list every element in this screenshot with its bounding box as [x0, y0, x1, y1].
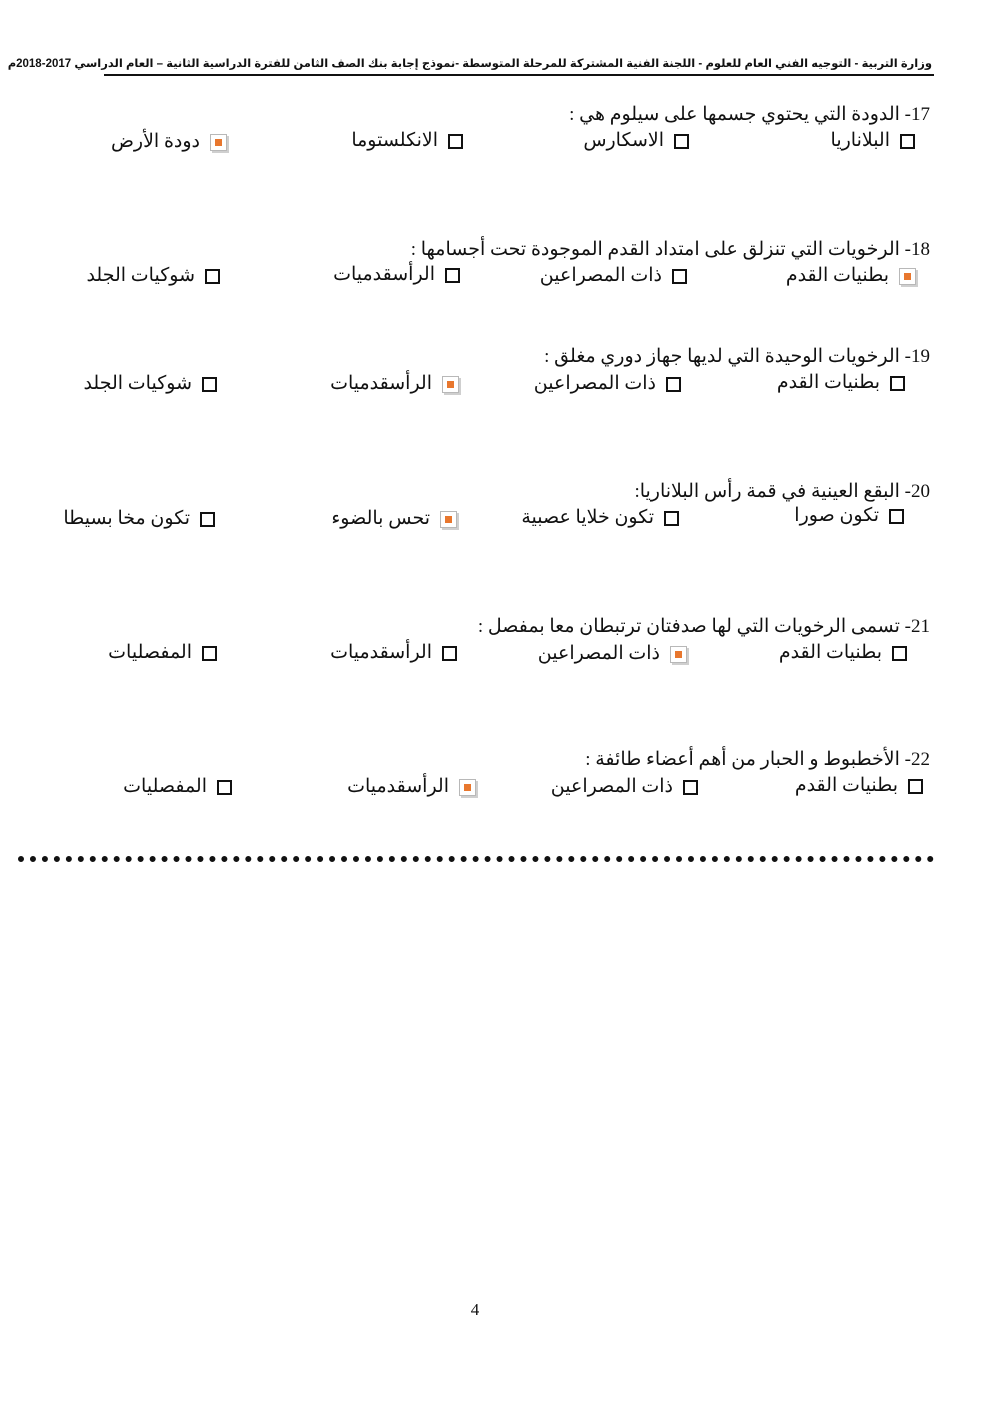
- q17-option-3[interactable]: [351, 130, 463, 152]
- checkbox-icon[interactable]: [889, 509, 904, 524]
- option-label: شوكيات الجلد: [83, 373, 192, 394]
- checked-checkbox-icon[interactable]: [670, 646, 687, 663]
- q20-option-4[interactable]: [63, 508, 215, 530]
- option-label: الرأسقدميات: [347, 776, 449, 797]
- q18-option-2[interactable]: [540, 265, 687, 287]
- page-number: 4: [470, 1300, 480, 1319]
- checkbox-icon[interactable]: [890, 376, 905, 391]
- option-label: تكون صورا: [794, 505, 879, 526]
- question-17: 17- الدودة التي يحتوي جسمها على سيلوم هي :: [569, 104, 930, 125]
- q20-option-1[interactable]: [794, 505, 904, 527]
- q19-option-3[interactable]: [330, 373, 459, 395]
- q17-option-2[interactable]: [583, 130, 689, 152]
- option-label: ذات المصراعين: [550, 776, 673, 797]
- q21-option-4[interactable]: [108, 642, 217, 664]
- checkbox-icon[interactable]: [672, 269, 687, 284]
- q18-option-4[interactable]: [86, 265, 220, 287]
- q19-option-1[interactable]: [777, 372, 905, 394]
- checked-checkbox-icon[interactable]: [210, 134, 227, 151]
- option-label: ذات المصراعين: [539, 265, 662, 286]
- q17-option-1[interactable]: [831, 130, 915, 152]
- checkbox-icon[interactable]: [666, 377, 681, 392]
- checkbox-icon[interactable]: [892, 646, 907, 661]
- q19-option-2[interactable]: [534, 373, 681, 395]
- q22-option-4[interactable]: [123, 776, 232, 798]
- option-label: ذات المصراعين: [537, 643, 660, 664]
- q20-option-2[interactable]: [521, 507, 679, 529]
- page-header: وزارة التربية - التوجيه الفني العام للعلوم - اللجنة الفنية المشتركة للمرحلة المتوسطة -نموذج إجابة بنك الصف الثامن للفترة الدراسية الثانية – العام الدراسي 2017-2018م: [7, 58, 932, 70]
- question-19: 19- الرخويات الوحيدة التي لديها جهاز دوري مغلق :: [544, 346, 930, 367]
- option-label: تكون مخا بسيطا: [63, 508, 190, 529]
- option-label: الرأسقدميات: [330, 373, 432, 394]
- q17-option-4[interactable]: [111, 131, 227, 153]
- q22-option-2[interactable]: [551, 776, 698, 798]
- checkbox-icon[interactable]: [442, 646, 457, 661]
- q22-option-1[interactable]: [795, 775, 923, 797]
- q21-option-1[interactable]: [779, 642, 907, 664]
- option-label: بطنيات القدم: [794, 775, 898, 796]
- option-label: المفصليات: [123, 776, 207, 797]
- header-rule: [104, 74, 934, 76]
- option-label: تكون خلايا عصبية: [521, 507, 654, 528]
- option-label: المفصليات: [108, 642, 192, 663]
- question-21: 21- تسمى الرخويات التي لها صدفتان ترتبطان معا بمفصل :: [477, 616, 930, 637]
- q22-option-3[interactable]: [347, 776, 476, 798]
- option-label: البلاناريا: [830, 130, 890, 151]
- option-label: بطنيات القدم: [776, 372, 880, 393]
- option-label: تحس بالضوء: [331, 508, 430, 529]
- checkbox-icon[interactable]: [217, 780, 232, 795]
- q18-option-1[interactable]: [786, 265, 916, 287]
- option-label: الرأسقدميات: [330, 642, 432, 663]
- option-label: بطنيات القدم: [778, 642, 882, 663]
- checkbox-icon[interactable]: [683, 780, 698, 795]
- checkbox-icon[interactable]: [908, 779, 923, 794]
- checked-checkbox-icon[interactable]: [899, 268, 916, 285]
- option-label: الانكلستوما: [351, 130, 438, 151]
- question-18: 18- الرخويات التي تنزلق على امتداد القدم الموجودة تحت أجسامها :: [410, 239, 930, 260]
- checked-checkbox-icon[interactable]: [440, 511, 457, 528]
- q20-option-3[interactable]: [331, 508, 457, 530]
- checkbox-icon[interactable]: [205, 269, 220, 284]
- q21-option-3[interactable]: [330, 642, 457, 664]
- option-label: بطنيات القدم: [785, 265, 889, 286]
- checkbox-icon[interactable]: [445, 268, 460, 283]
- q19-option-4[interactable]: [83, 373, 217, 395]
- checkbox-icon[interactable]: [664, 511, 679, 526]
- checkbox-icon[interactable]: [200, 512, 215, 527]
- q18-option-3[interactable]: [333, 264, 460, 286]
- checkbox-icon[interactable]: [202, 646, 217, 661]
- q21-option-2[interactable]: [538, 643, 687, 665]
- option-label: شوكيات الجلد: [86, 265, 195, 286]
- checkbox-icon[interactable]: [202, 377, 217, 392]
- option-label: ذات المصراعين: [533, 373, 656, 394]
- checkbox-icon[interactable]: [674, 134, 689, 149]
- dotted-separator: [18, 856, 934, 862]
- checked-checkbox-icon[interactable]: [442, 376, 459, 393]
- checked-checkbox-icon[interactable]: [459, 779, 476, 796]
- option-label: الاسكارس: [583, 130, 664, 151]
- checkbox-icon[interactable]: [448, 134, 463, 149]
- checkbox-icon[interactable]: [900, 134, 915, 149]
- option-label: دودة الأرض: [110, 131, 200, 152]
- question-20: 20- البقع العينية في قمة رأس البلاناريا:: [634, 481, 930, 502]
- option-label: الرأسقدميات: [333, 264, 435, 285]
- question-22: 22- الأخطبوط و الحبار من أهم أعضاء طائفة :: [585, 749, 930, 770]
